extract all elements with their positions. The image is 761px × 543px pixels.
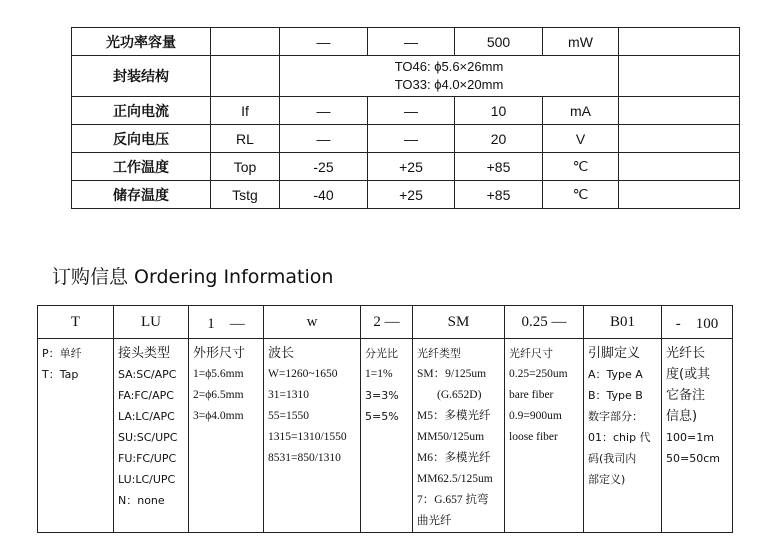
desc-line: LU:LC/UPC (118, 473, 176, 486)
param-max: 20 (455, 125, 543, 153)
param-unit: ℃ (543, 181, 619, 209)
desc-line: N：none (118, 494, 165, 507)
desc-line: SU:SC/UPC (118, 431, 178, 444)
desc-line: 3=3% (365, 389, 399, 402)
desc-header: 外形尺寸 (193, 346, 246, 361)
desc-line: P：单纤 (42, 347, 82, 360)
desc-line: 100=1m (666, 431, 714, 444)
desc-line: 2=ϕ6.5mm (193, 389, 244, 401)
desc-line: 曲光纤 (417, 515, 452, 527)
desc-line: 55=1550 (268, 410, 309, 422)
param-max: +85 (455, 153, 543, 181)
param-typ: — (368, 125, 455, 153)
spec-row-storage-temp (72, 181, 740, 209)
spec-row-optical-power (72, 28, 740, 56)
desc-line: 部定义) (588, 473, 626, 486)
desc-line: T：Tap (42, 368, 79, 381)
param-typ: — (368, 28, 455, 56)
param-symbol: If (211, 97, 280, 125)
desc-line: 5=5% (365, 410, 399, 423)
param-max: +85 (455, 181, 543, 209)
ordering-description-row (38, 339, 733, 533)
desc-line: M6：多模光纤 (417, 452, 491, 464)
param-max: 500 (455, 28, 543, 56)
spec-row-package (72, 56, 740, 97)
desc-split-ratio (361, 339, 413, 533)
desc-header: 引脚定义 (588, 346, 641, 361)
desc-line: 数字部分： (588, 410, 643, 423)
package-line: TO33: ϕ4.0×20mm (394, 77, 504, 92)
desc-line: 码(我司内 (588, 452, 637, 465)
desc-wavelength (264, 339, 361, 533)
desc-line: MM62.5/125um (417, 473, 493, 485)
param-note (619, 125, 740, 153)
desc-line: 01：chip 代 (588, 431, 651, 444)
param-name: 储存温度 (72, 181, 211, 209)
desc-header: 分光比 (365, 347, 398, 360)
package-values (280, 56, 619, 97)
desc-line: FA:FC/APC (118, 389, 174, 402)
code-cell: w (264, 306, 361, 339)
param-symbol (211, 56, 280, 97)
desc-header: 光纤尺寸 (509, 347, 553, 360)
desc-line: W=1260~1650 (268, 368, 338, 380)
param-name: 反向电压 (72, 125, 211, 153)
desc-line: 3=ϕ4.0mm (193, 410, 244, 422)
param-note (619, 97, 740, 125)
desc-line: 1=1% (365, 368, 393, 380)
param-name: 正向电流 (72, 97, 211, 125)
desc-line: MM50/125um (417, 431, 485, 443)
param-symbol: Tstg (211, 181, 280, 209)
param-name: 光功率容量 (72, 28, 211, 56)
desc-header: 光纤长 (666, 346, 706, 361)
desc-line: 度(或其 (666, 367, 711, 382)
specification-table (71, 27, 740, 209)
param-name: 工作温度 (72, 153, 211, 181)
code-cell: LU (114, 306, 189, 339)
desc-pin-definition (584, 339, 662, 533)
param-symbol: RL (211, 125, 280, 153)
desc-fiber-length (662, 339, 733, 533)
desc-line: 信息) (666, 409, 698, 424)
desc-line: 0.9=900um (509, 410, 562, 422)
param-max: 10 (455, 97, 543, 125)
param-typ: — (368, 97, 455, 125)
param-note (619, 153, 740, 181)
param-min: — (280, 125, 368, 153)
desc-line: B：Type B (588, 389, 643, 402)
code-cell: B01 (584, 306, 662, 339)
desc-line: FU:FC/UPC (118, 452, 177, 465)
param-min: -25 (280, 153, 368, 181)
param-min: — (280, 97, 368, 125)
desc-header: 光纤类型 (417, 347, 461, 360)
desc-connector (114, 339, 189, 533)
desc-fiber-size (505, 339, 584, 533)
code-cell: T (38, 306, 114, 339)
code-cell: SM (413, 306, 505, 339)
param-min: -40 (280, 181, 368, 209)
code-cell: - 100 (662, 306, 733, 339)
desc-line: 8531=850/1310 (268, 452, 341, 464)
ordering-table (37, 305, 733, 533)
desc-line: SA:SC/APC (118, 368, 177, 381)
desc-fiber-type (413, 339, 505, 533)
desc-line: 31=1310 (268, 389, 309, 401)
desc-line: M5：多模光纤 (417, 410, 491, 422)
code-cell: 2 — (361, 306, 413, 339)
spec-row-forward-current (72, 97, 740, 125)
desc-line: 它备注 (666, 388, 706, 403)
desc-line: loose fiber (509, 431, 558, 443)
desc-type (38, 339, 114, 533)
desc-line: SM：9/125um (417, 368, 487, 380)
spec-row-reverse-voltage (72, 125, 740, 153)
code-cell: 0.25 — (505, 306, 584, 339)
desc-line: bare fiber (509, 389, 554, 401)
param-name: 封装结构 (72, 56, 211, 97)
desc-header: 波长 (268, 346, 295, 361)
spec-row-operating-temp (72, 153, 740, 181)
desc-line: 1315=1310/1550 (268, 431, 347, 443)
desc-line: LA:LC/APC (118, 410, 175, 423)
param-typ: +25 (368, 153, 455, 181)
param-typ: +25 (368, 181, 455, 209)
param-unit: ℃ (543, 153, 619, 181)
ordering-code-row (38, 306, 733, 339)
desc-line: (G.652D) (437, 389, 482, 401)
desc-line: A：Type A (588, 368, 643, 381)
param-symbol (211, 28, 280, 56)
param-unit: mA (543, 97, 619, 125)
param-note (619, 181, 740, 209)
param-unit: mW (543, 28, 619, 56)
param-note (619, 56, 740, 97)
desc-line: 0.25=250um (509, 368, 568, 380)
desc-line: 1=ϕ5.6mm (193, 368, 244, 380)
package-line: TO46: ϕ5.6×26mm (394, 59, 504, 74)
desc-header: 接头类型 (118, 346, 171, 361)
desc-line: 50=50cm (666, 452, 720, 465)
ordering-heading: 订购信息 Ordering Information (52, 266, 334, 288)
desc-line: 7：G.657 抗弯 (417, 494, 489, 506)
param-symbol: Top (211, 153, 280, 181)
param-note (619, 28, 740, 56)
code-cell: 1 — (189, 306, 264, 339)
desc-dimension (189, 339, 264, 533)
param-min: — (280, 28, 368, 56)
param-unit: V (543, 125, 619, 153)
